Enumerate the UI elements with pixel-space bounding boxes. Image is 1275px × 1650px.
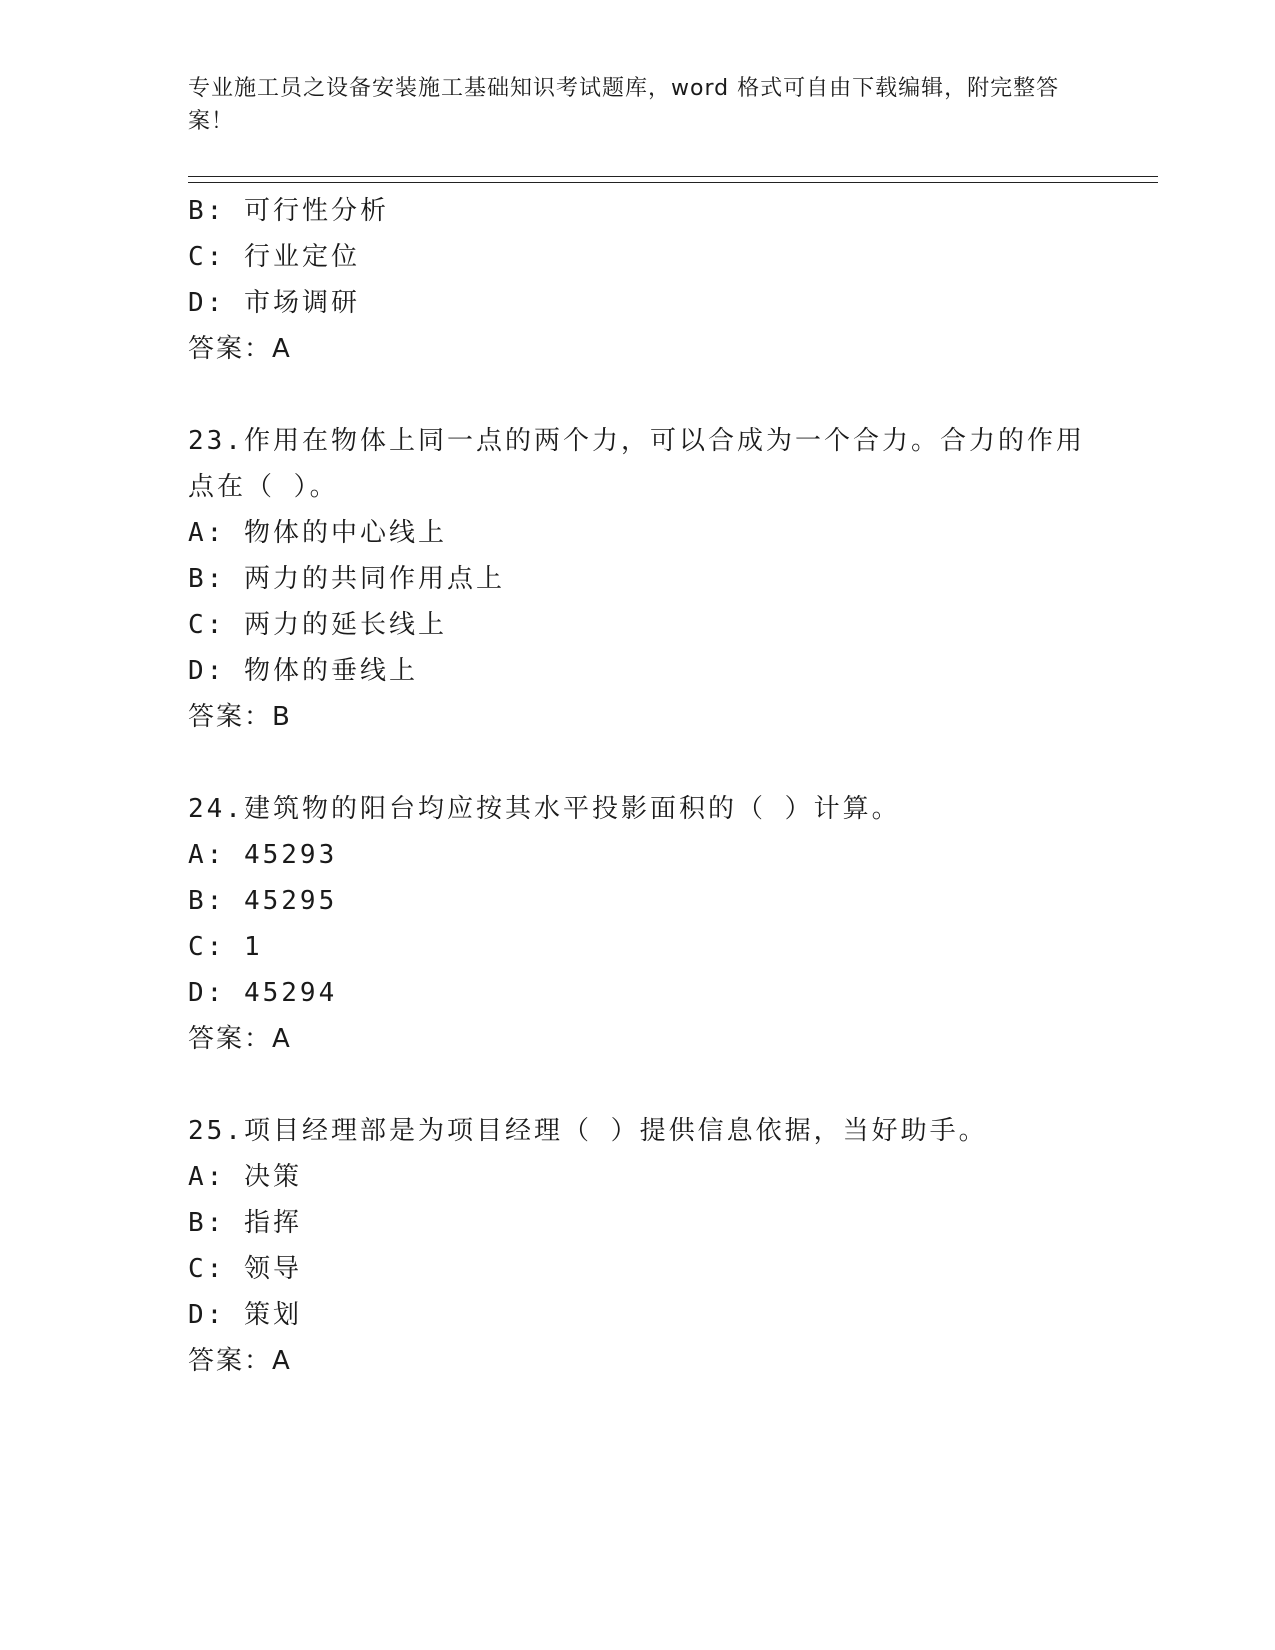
question-carryover bbox=[188, 188, 1088, 372]
question-stem: 点在（ ）。 bbox=[188, 472, 339, 502]
question-23 bbox=[188, 418, 1088, 740]
answer: 答案：A bbox=[188, 334, 292, 364]
question-stem: 24.建筑物的阳台均应按其水平投影面积的（ ）计算。 bbox=[188, 794, 901, 824]
spacer bbox=[188, 1062, 1088, 1108]
option: B: 45295 bbox=[188, 886, 338, 916]
option: D: 市场调研 bbox=[188, 288, 360, 318]
question-stem: 25.项目经理部是为项目经理（ ）提供信息依据，当好助手。 bbox=[188, 1116, 988, 1146]
option: A: 决策 bbox=[188, 1162, 302, 1192]
option: C: 行业定位 bbox=[188, 242, 360, 272]
answer: 答案：B bbox=[188, 702, 292, 732]
option: B: 两力的共同作用点上 bbox=[188, 564, 505, 594]
document-header: 专业施工员之设备安装施工基础知识考试题库，word 格式可自由下载编辑，附完整答案！ bbox=[188, 76, 1060, 134]
option: C: 领导 bbox=[188, 1254, 302, 1284]
option: D: 策划 bbox=[188, 1300, 302, 1330]
option: C: 1 bbox=[188, 932, 263, 962]
option: D: 物体的垂线上 bbox=[188, 656, 418, 686]
question-list bbox=[188, 188, 1088, 1384]
option: B: 可行性分析 bbox=[188, 196, 389, 226]
header-divider-bottom bbox=[188, 182, 1158, 183]
answer: 答案：A bbox=[188, 1346, 292, 1376]
header-divider-top bbox=[188, 176, 1158, 177]
answer: 答案：A bbox=[188, 1024, 292, 1054]
option: A: 物体的中心线上 bbox=[188, 518, 447, 548]
option: D: 45294 bbox=[188, 978, 338, 1008]
spacer bbox=[188, 372, 1088, 418]
question-24 bbox=[188, 786, 1088, 1062]
option: A: 45293 bbox=[188, 840, 338, 870]
option: B: 指挥 bbox=[188, 1208, 302, 1238]
question-25 bbox=[188, 1108, 1088, 1384]
option: C: 两力的延长线上 bbox=[188, 610, 447, 640]
question-stem: 23.作用在物体上同一点的两个力，可以合成为一个合力。合力的作用 bbox=[188, 426, 1085, 456]
spacer bbox=[188, 740, 1088, 786]
